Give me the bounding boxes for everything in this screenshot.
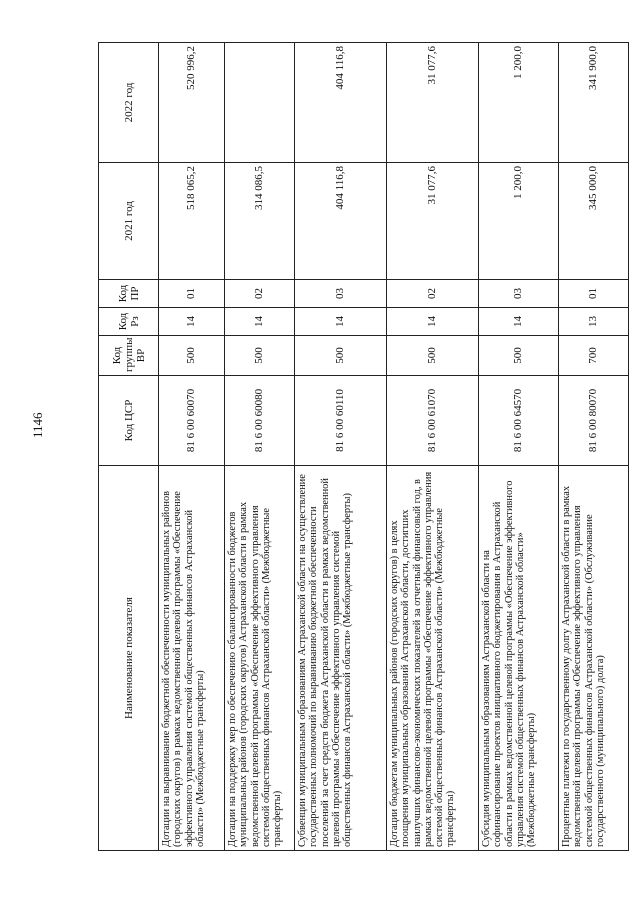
row-2022: 341 900,0 [559, 43, 629, 163]
row-csr: 81 6 00 60070 [159, 376, 225, 466]
rotated-table-container [98, 43, 606, 851]
table-row [159, 43, 225, 851]
row-csr: 81 6 00 64570 [479, 376, 559, 466]
row-rz: 14 [479, 308, 559, 336]
header-row [99, 43, 159, 851]
page-number: 1146 [30, 412, 45, 438]
header-vr: Код группы ВР [99, 336, 159, 376]
row-vr: 700 [559, 336, 629, 376]
row-2021: 345 000,0 [559, 163, 629, 280]
row-name: Субсидия муниципальным образованиям Астраханской области на софинансирование проектов инициативного бюджетирования в Астраханской области в рамках ведомственной целевой программы «Обеспечение эффективного управления системой общественных финансов Астраханской области» (Межбюджетные трансферты) [479, 466, 559, 851]
row-2022: 520 996,2 [159, 43, 225, 163]
budget-table [98, 42, 629, 851]
row-name: Субвенции муниципальным образованиям Астраханской области на осуществление государственных полномочий по выравниванию бюджетной обеспеченности поселений за счет средств бюджета Астраханской области в рамках ведомственной целевой программы «Обеспечение эффективного управления системой общественных финансов Астраханской области» (Межбюджетные трансферты) [295, 466, 387, 851]
row-name: Дотации бюджетам муниципальных районов (городских округов) в целях поощрения муниципальных образований Астраханской области, достигших наилучших финансово-экономических показателей за отчетный финансовый год, в рамках ведомственной целевой программы «Обеспечение эффективного управления системой общественных финансов Астраханской области» (Межбюджетные трансферты) [387, 466, 479, 851]
header-rz: Код Рз [99, 308, 159, 336]
table-row [295, 43, 387, 851]
row-pr: 03 [479, 280, 559, 308]
table-row [559, 43, 629, 851]
row-csr: 81 6 00 80070 [559, 376, 629, 466]
row-pr: 02 [387, 280, 479, 308]
row-2022: 31 077,6 [387, 43, 479, 163]
row-2021: 404 116,8 [295, 163, 387, 280]
row-name: Процентные платежи по государственному долгу Астраханской области в рамках ведомственной целевой программы «Обеспечение эффективного управления системой общественных финансов Астраханской области» (Обслуживание государственного (муниципального) долга) [559, 466, 629, 851]
row-csr: 81 6 00 61070 [387, 376, 479, 466]
row-vr: 500 [159, 336, 225, 376]
row-2021: 31 077,6 [387, 163, 479, 280]
row-rz: 13 [559, 308, 629, 336]
row-2021: 314 086,5 [225, 163, 295, 280]
table-row [387, 43, 479, 851]
row-pr: 01 [159, 280, 225, 308]
table-row [479, 43, 559, 851]
row-rz: 14 [295, 308, 387, 336]
row-2021: 518 065,2 [159, 163, 225, 280]
row-2021: 1 200,0 [479, 163, 559, 280]
row-name: Дотации на поддержку мер по обеспечению сбалансированности бюджетов муниципальных районов (городских округов) Астраханской области в рамках ведомственной целевой программы «Обеспечение эффективного управления системой общественных финансов Астраханской области» (Межбюджетные трансферты) [225, 466, 295, 851]
row-csr: 81 6 00 60110 [295, 376, 387, 466]
row-vr: 500 [387, 336, 479, 376]
row-name: Дотации на выравнивание бюджетной обеспеченности муниципальных районов (городских округов) в рамках ведомственной целевой программы «Обеспечение эффективного управления системой общественных финансов Астраханской области» (Межбюджетные трансферты) [159, 466, 225, 851]
row-2022 [225, 43, 295, 163]
row-rz: 14 [387, 308, 479, 336]
row-2022: 1 200,0 [479, 43, 559, 163]
row-rz: 14 [225, 308, 295, 336]
row-rz: 14 [159, 308, 225, 336]
table-row [225, 43, 295, 851]
header-2022: 2022 год [99, 43, 159, 163]
header-csr: Код ЦСР [99, 376, 159, 466]
header-2021: 2021 год [99, 163, 159, 280]
row-pr: 03 [295, 280, 387, 308]
row-vr: 500 [479, 336, 559, 376]
row-2022: 404 116,8 [295, 43, 387, 163]
row-pr: 01 [559, 280, 629, 308]
row-csr: 81 6 00 60080 [225, 376, 295, 466]
header-pr: Код ПР [99, 280, 159, 308]
row-vr: 500 [225, 336, 295, 376]
row-vr: 500 [295, 336, 387, 376]
row-pr: 02 [225, 280, 295, 308]
header-name: Наименование показателя [99, 466, 159, 851]
